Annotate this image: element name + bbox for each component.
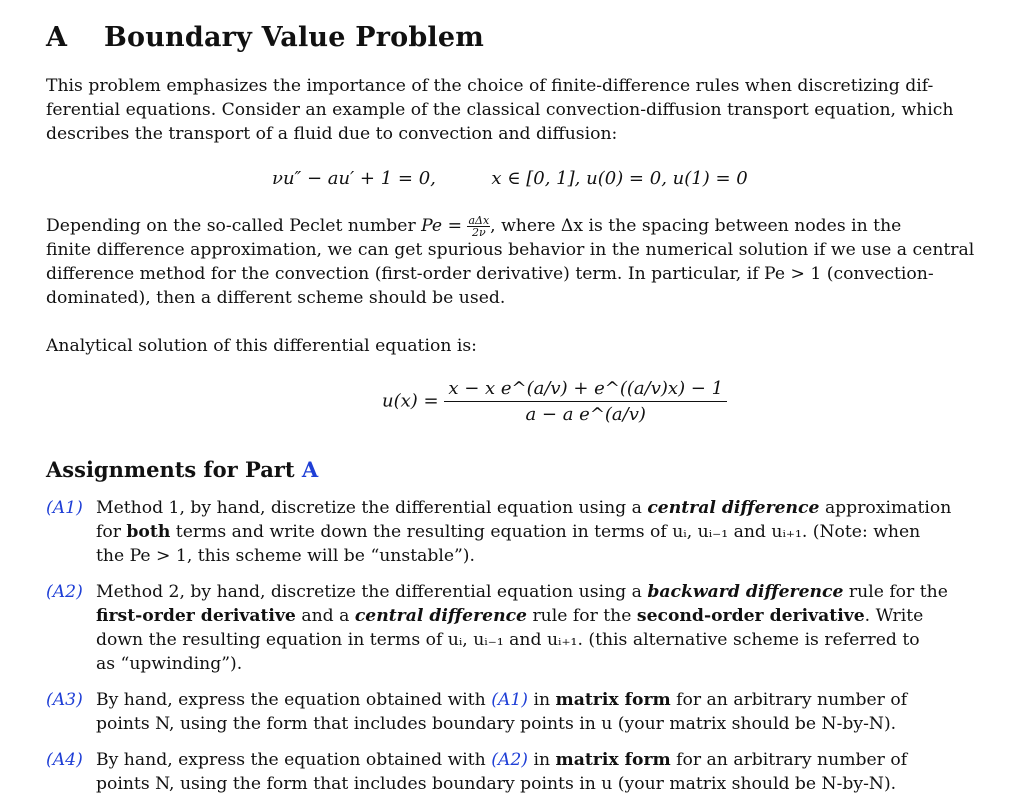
assignment-item-a4 [46, 748, 958, 796]
item-text: down the resulting equation in terms of uᵢ, uᵢ₋₁ and uᵢ₊₁. (this alternative scheme is referred to [96, 630, 920, 650]
item-text: points N, using the form that includes boundary points in u (your matrix should be N-by-N). [96, 714, 897, 734]
equation-lhs: νu″ − au′ + 1 = 0, [272, 168, 436, 189]
item-reference-link[interactable]: (A2) [491, 750, 528, 770]
equation-bc0: u(0) = 0, [586, 168, 667, 189]
assignments-title [46, 457, 318, 482]
assignment-item-a1 [46, 496, 958, 568]
item-text: rule for the [532, 606, 632, 626]
equation-domain: x ∈ [0, 1], [491, 168, 581, 189]
item-reference-link[interactable]: (A1) [491, 690, 528, 710]
peclet-line [46, 214, 958, 238]
item-text: . Write [864, 606, 924, 626]
peclet-paragraph [46, 214, 975, 310]
peclet-text: , where Δx is the spacing between nodes in the [490, 216, 902, 236]
section-letter: A [46, 22, 68, 53]
section-title-text: Boundary Value Problem [104, 22, 485, 53]
item-emphasis: matrix form [555, 750, 671, 770]
item-text: for an arbitrary number of [676, 750, 908, 770]
section-title [46, 22, 484, 53]
assignment-tag: (A3) [46, 690, 83, 710]
item-text: Method 1, by hand, discretize the differential equation using a [96, 498, 642, 518]
assignments-title-text: Assignments for Part [46, 457, 295, 482]
peclet-line: difference method for the convection (first-order derivative) term. In particular, if Pe > 1 (convection- [46, 264, 934, 284]
assignment-tag: (A1) [46, 498, 83, 518]
item-text: By hand, express the equation obtained with [96, 690, 486, 710]
item-text: for [96, 522, 121, 542]
intro-line: describes the transport of a fluid due to convection and diffusion: [46, 124, 618, 144]
equation-bc1: u(1) = 0 [672, 168, 748, 189]
assignment-tag: (A4) [46, 750, 83, 770]
item-emphasis: central difference [647, 498, 820, 518]
governing-equation [272, 168, 748, 189]
assignment-item-a2 [46, 580, 958, 676]
item-emphasis: backward difference [647, 582, 844, 602]
item-emphasis: first-order derivative [96, 606, 296, 626]
assignment-tag: (A2) [46, 582, 83, 602]
solution-denominator: a − a e^(a/v) [525, 404, 646, 425]
analytical-text: Analytical solution of this differential equation is: [46, 336, 477, 356]
tag-text: A1 [52, 498, 77, 518]
assignment-item-a3 [46, 688, 958, 736]
peclet-symbol: Pe = [421, 216, 462, 236]
item-text: approximation [824, 498, 952, 518]
solution-fraction [444, 378, 727, 425]
peclet-fraction [467, 215, 490, 238]
peclet-numerator: aΔx [468, 214, 490, 227]
item-text: By hand, express the equation obtained with [96, 750, 486, 770]
intro-line: ferential equations. Consider an example of the classical convection-diffusion transport equation, which [46, 100, 954, 120]
tag-text: A2 [52, 582, 77, 602]
tag-text: A3 [52, 690, 77, 710]
intro-line: This problem emphasizes the importance of the choice of finite-difference rules when discretizing dif- [46, 76, 934, 96]
item-text: the Pe > 1, this scheme will be “unstable”). [96, 546, 475, 566]
item-text: and a [301, 606, 350, 626]
analytical-intro [46, 334, 958, 358]
analytical-solution [382, 378, 727, 425]
solution-lhs: u(x) = [382, 390, 439, 412]
item-text: for an arbitrary number of [676, 690, 908, 710]
peclet-line: dominated), then a different scheme should be used. [46, 288, 506, 308]
item-text: rule for the [848, 582, 948, 602]
item-text: Method 2, by hand, discretize the differential equation using a [96, 582, 642, 602]
tag-text: A4 [52, 750, 77, 770]
item-emphasis: second-order derivative [636, 606, 865, 626]
item-text: points N, using the form that includes boundary points in u (your matrix should be N-by-N). [96, 774, 897, 794]
item-emphasis: both [126, 522, 171, 542]
peclet-denominator: 2ν [471, 226, 486, 239]
intro-paragraph [46, 74, 958, 146]
item-text: in [533, 750, 551, 770]
solution-numerator: x − x e^(a/v) + e^((a/v)x) − 1 [444, 378, 727, 402]
item-text: as “upwinding”). [96, 654, 243, 674]
assignments-part-link[interactable]: A [301, 457, 319, 482]
item-text: in [533, 690, 551, 710]
item-text: terms and write down the resulting equation in terms of uᵢ, uᵢ₋₁ and uᵢ₊₁. (Note: when [175, 522, 921, 542]
item-emphasis: matrix form [555, 690, 671, 710]
peclet-line: finite difference approximation, we can get spurious behavior in the numerical solution if we use a central [46, 240, 975, 260]
peclet-text: Depending on the so-called Peclet number [46, 216, 416, 236]
item-emphasis: central difference [354, 606, 527, 626]
